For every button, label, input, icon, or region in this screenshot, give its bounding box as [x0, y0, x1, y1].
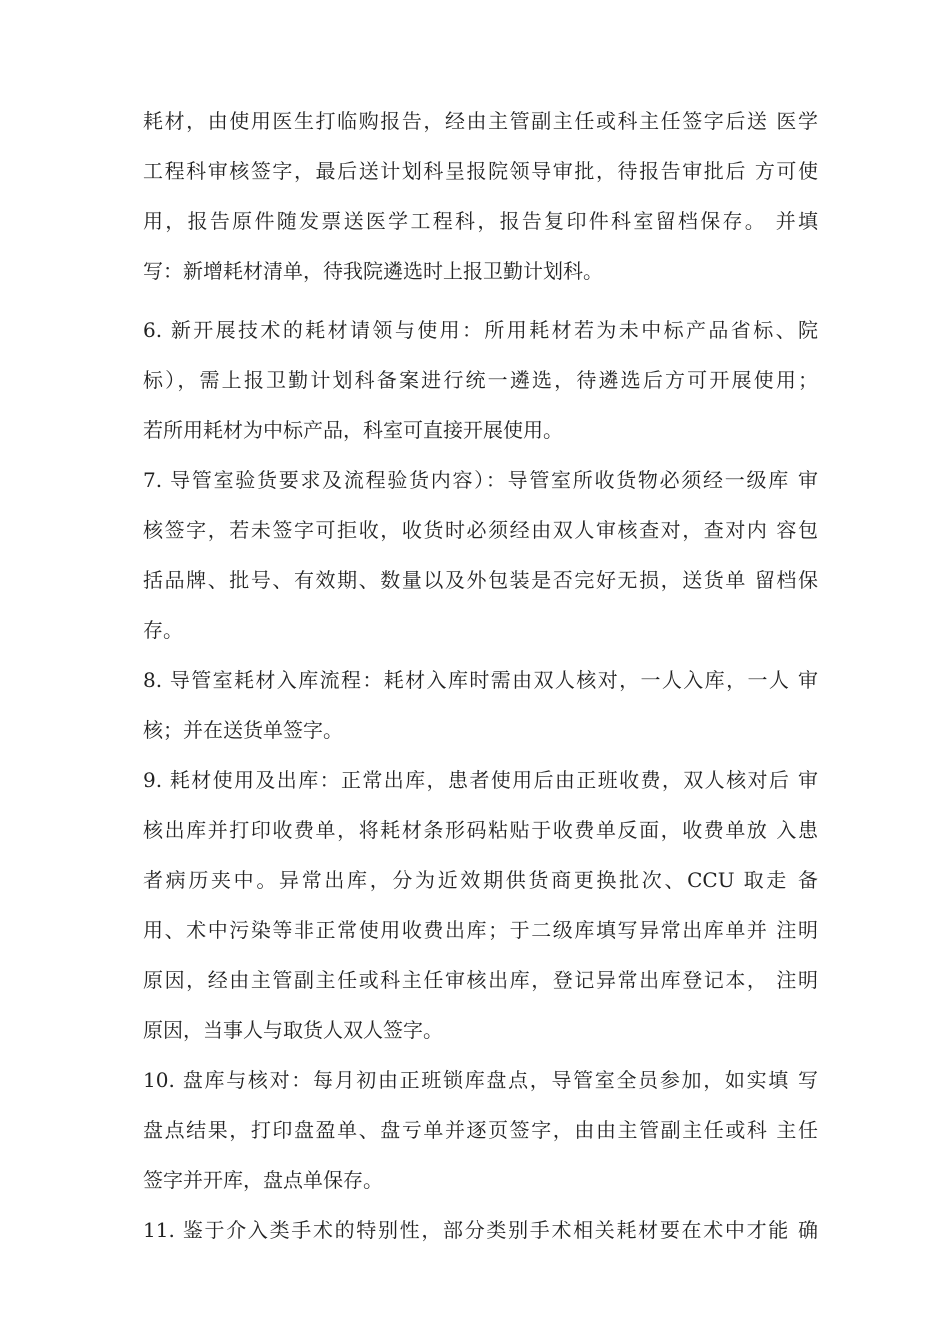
paragraph-item-6 — [143, 305, 818, 455]
text-line: 括品牌、批号、有效期、数量以及外包装是否完好无损，送货单 留档保 — [143, 568, 818, 592]
text-line: 盘点结果，打印盘盈单、盘亏单并逐页签字，由由主管副主任或科 主任 — [143, 1118, 818, 1142]
text-line: 9. 耗材使用及出库：正常出库，患者使用后由正班收费，双人核对后 审 — [143, 768, 818, 792]
text-line: 签字并开库，盘点单保存。 — [143, 1168, 383, 1192]
text-line: 6. 新开展技术的耗材请领与使用：所用耗材若为未中标产品省标、院 — [143, 318, 818, 342]
text-line: 10. 盘库与核对：每月初由正班锁库盘点，导管室全员参加，如实填 写 — [143, 1068, 818, 1092]
paragraph-item-10 — [143, 1055, 818, 1205]
text-line: 核出库并打印收费单，将耗材条形码粘贴于收费单反面，收费单放 入患 — [143, 818, 818, 842]
text-line: 耗材，由使用医生打临购报告，经由主管副主任或科主任签字后送 医学 — [143, 109, 818, 133]
text-line: 核签字，若未签字可拒收，收货时必须经由双人审核查对，查对内 容包 — [143, 518, 818, 542]
paragraph-item-7 — [143, 455, 818, 655]
text-line: 标），需上报卫勤计划科备案进行统一遴选，待遴选后方可开展使用； — [143, 368, 818, 392]
document-body — [143, 96, 818, 1255]
text-line: 原因，当事人与取货人双人签字。 — [143, 1018, 443, 1042]
text-line: 若所用耗材为中标产品，科室可直接开展使用。 — [143, 418, 563, 442]
text-line: 原因，经由主管副主任或科主任审核出库，登记异常出库登记本， 注明 — [143, 968, 818, 992]
paragraph-clinical-purchase — [143, 96, 818, 296]
paragraph-item-9 — [143, 755, 818, 1055]
text-line: 11. 鉴于介入类手术的特别性，部分类别手术相关耗材要在术中才能 确 — [143, 1218, 818, 1242]
text-line: 工程科审核签字，最后送计划科呈报院领导审批，待报告审批后 方可使 — [143, 159, 818, 183]
text-line: 用，报告原件随发票送医学工程科，报告复印件科室留档保存。 并填 — [143, 209, 818, 233]
text-line: 者病历夹中。异常出库，分为近效期供货商更换批次、CCU 取走 备 — [143, 868, 818, 892]
paragraph-item-11 — [143, 1205, 818, 1255]
text-line: 存。 — [143, 618, 183, 642]
text-line: 核；并在送货单签字。 — [143, 718, 343, 742]
paragraph-item-8 — [143, 655, 818, 755]
text-line: 7. 导管室验货要求及流程验货内容）：导管室所收货物必须经一级库 审 — [143, 468, 818, 492]
paragraph-gap — [143, 296, 818, 305]
text-line: 写：新增耗材清单，待我院遴选时上报卫勤计划科。 — [143, 259, 603, 283]
text-line: 用、术中污染等非正常使用收费出库；于二级库填写异常出库单并 注明 — [143, 918, 818, 942]
text-line: 8. 导管室耗材入库流程：耗材入库时需由双人核对，一人入库，一人 审 — [143, 668, 818, 692]
